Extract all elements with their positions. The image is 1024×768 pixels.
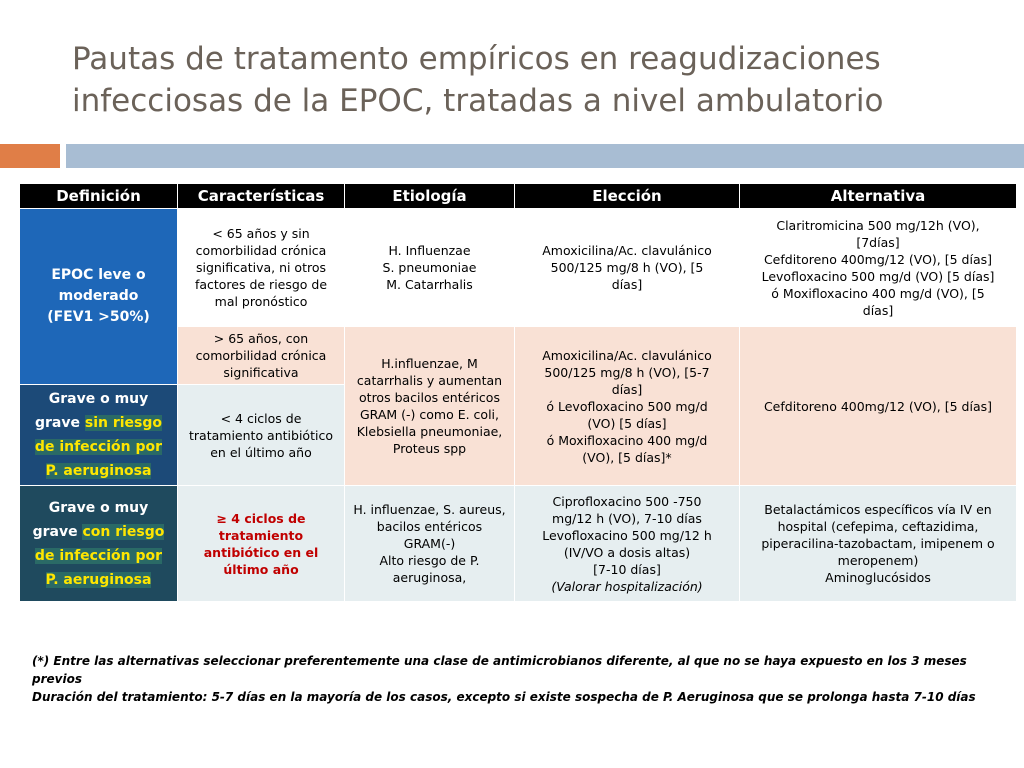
table-row: [20, 209, 1017, 327]
header-alternativa: Alternativa: [740, 184, 1017, 209]
header-definicion: Definición: [20, 184, 178, 209]
page-title: [72, 38, 972, 122]
accent-bar-orange: [0, 144, 60, 168]
caracteristicas-mayor65: > 65 años, con comorbilidad crónica significativa: [178, 327, 345, 385]
eleccion-grave-con: Ciprofloxacino 500 -750 mg/12 h (VO), 7-10 días Levofloxacino 500 mg/12 h (IV/VO a dosis altas) [7-10 días] (Valorar hospitalización): [515, 486, 740, 602]
caracteristicas-grave-con: ≥ 4 ciclos de tratamiento antibiótico en el último año: [178, 486, 345, 602]
alternativa-grave-con: Betalactámicos específicos vía IV en hospital (cefepima, ceftazidima, piperacilina-tazobactam, imipenem o meropenem) Aminoglucósidos: [740, 486, 1017, 602]
definition-grave-sin-riesgo: Grave o muy grave sin riesgo de infección por P. aeruginosa: [20, 385, 178, 486]
footnote-duracion: Duración del tratamiento: 5-7 días en la mayoría de los casos, excepto si existe sospecha de P. Aeruginosa que se prolonga hasta 7-10 días: [32, 690, 976, 704]
caracteristicas-leve: < 65 años y sin comorbilidad crónica significativa, ni otros factores de riesgo de mal pronóstico: [178, 209, 345, 327]
eleccion-leve: Amoxicilina/Ac. clavulánico 500/125 mg/8 h (VO), [5 días]: [515, 209, 740, 327]
header-eleccion: Elección: [515, 184, 740, 209]
alternativa-shared: Cefditoreno 400mg/12 (VO), [5 días]: [740, 327, 1017, 486]
table-row: [20, 486, 1017, 602]
accent-bar-blue: [66, 144, 1024, 168]
header-etiologia: Etiología: [345, 184, 515, 209]
etiologia-shared: H.influenzae, M catarrhalis y aumentan otros bacilos entéricos GRAM (-) como E. coli, Klebsiella pneumoniae, Proteus spp: [345, 327, 515, 486]
title-line-1: Pautas de tratamento empíricos en reagudizaciones: [72, 41, 881, 77]
header-caracteristicas: Características: [178, 184, 345, 209]
definition-grave-con-riesgo: Grave o muy grave con riesgo de infección por P. aeruginosa: [20, 486, 178, 602]
title-line-2: infecciosas de la EPOC, tratadas a nivel ambulatorio: [72, 83, 884, 119]
footnotes: [32, 652, 1012, 706]
caracteristicas-grave-sin: < 4 ciclos de tratamiento antibiótico en el último año: [178, 385, 345, 486]
treatment-table: [19, 183, 1017, 602]
footnote-alternativas: (*) Entre las alternativas seleccionar preferentemente una clase de antimicrobianos diferente, al que no se haya expuesto en los 3 meses previos: [32, 654, 967, 686]
etiologia-leve: H. Influenzae S. pneumoniae M. Catarrhalis: [345, 209, 515, 327]
etiologia-grave-con: H. influenzae, S. aureus, bacilos entéricos GRAM(-) Alto riesgo de P. aeruginosa,: [345, 486, 515, 602]
table-header-row: [20, 184, 1017, 209]
alternativa-leve: Claritromicina 500 mg/12h (VO), [7días] Cefditoreno 400mg/12 (VO), [5 días] Levofloxacino 500 mg/d (VO) [5 días] ó Moxifloxacino 400 mg/d (VO), [5 días]: [740, 209, 1017, 327]
definition-leve: EPOC leve o moderado (FEV1 >50%): [20, 209, 178, 385]
eleccion-shared: Amoxicilina/Ac. clavulánico 500/125 mg/8 h (VO), [5-7 días] ó Levofloxacino 500 mg/d (VO) [5 días] ó Moxifloxacino 400 mg/d (VO), [5 días]*: [515, 327, 740, 486]
